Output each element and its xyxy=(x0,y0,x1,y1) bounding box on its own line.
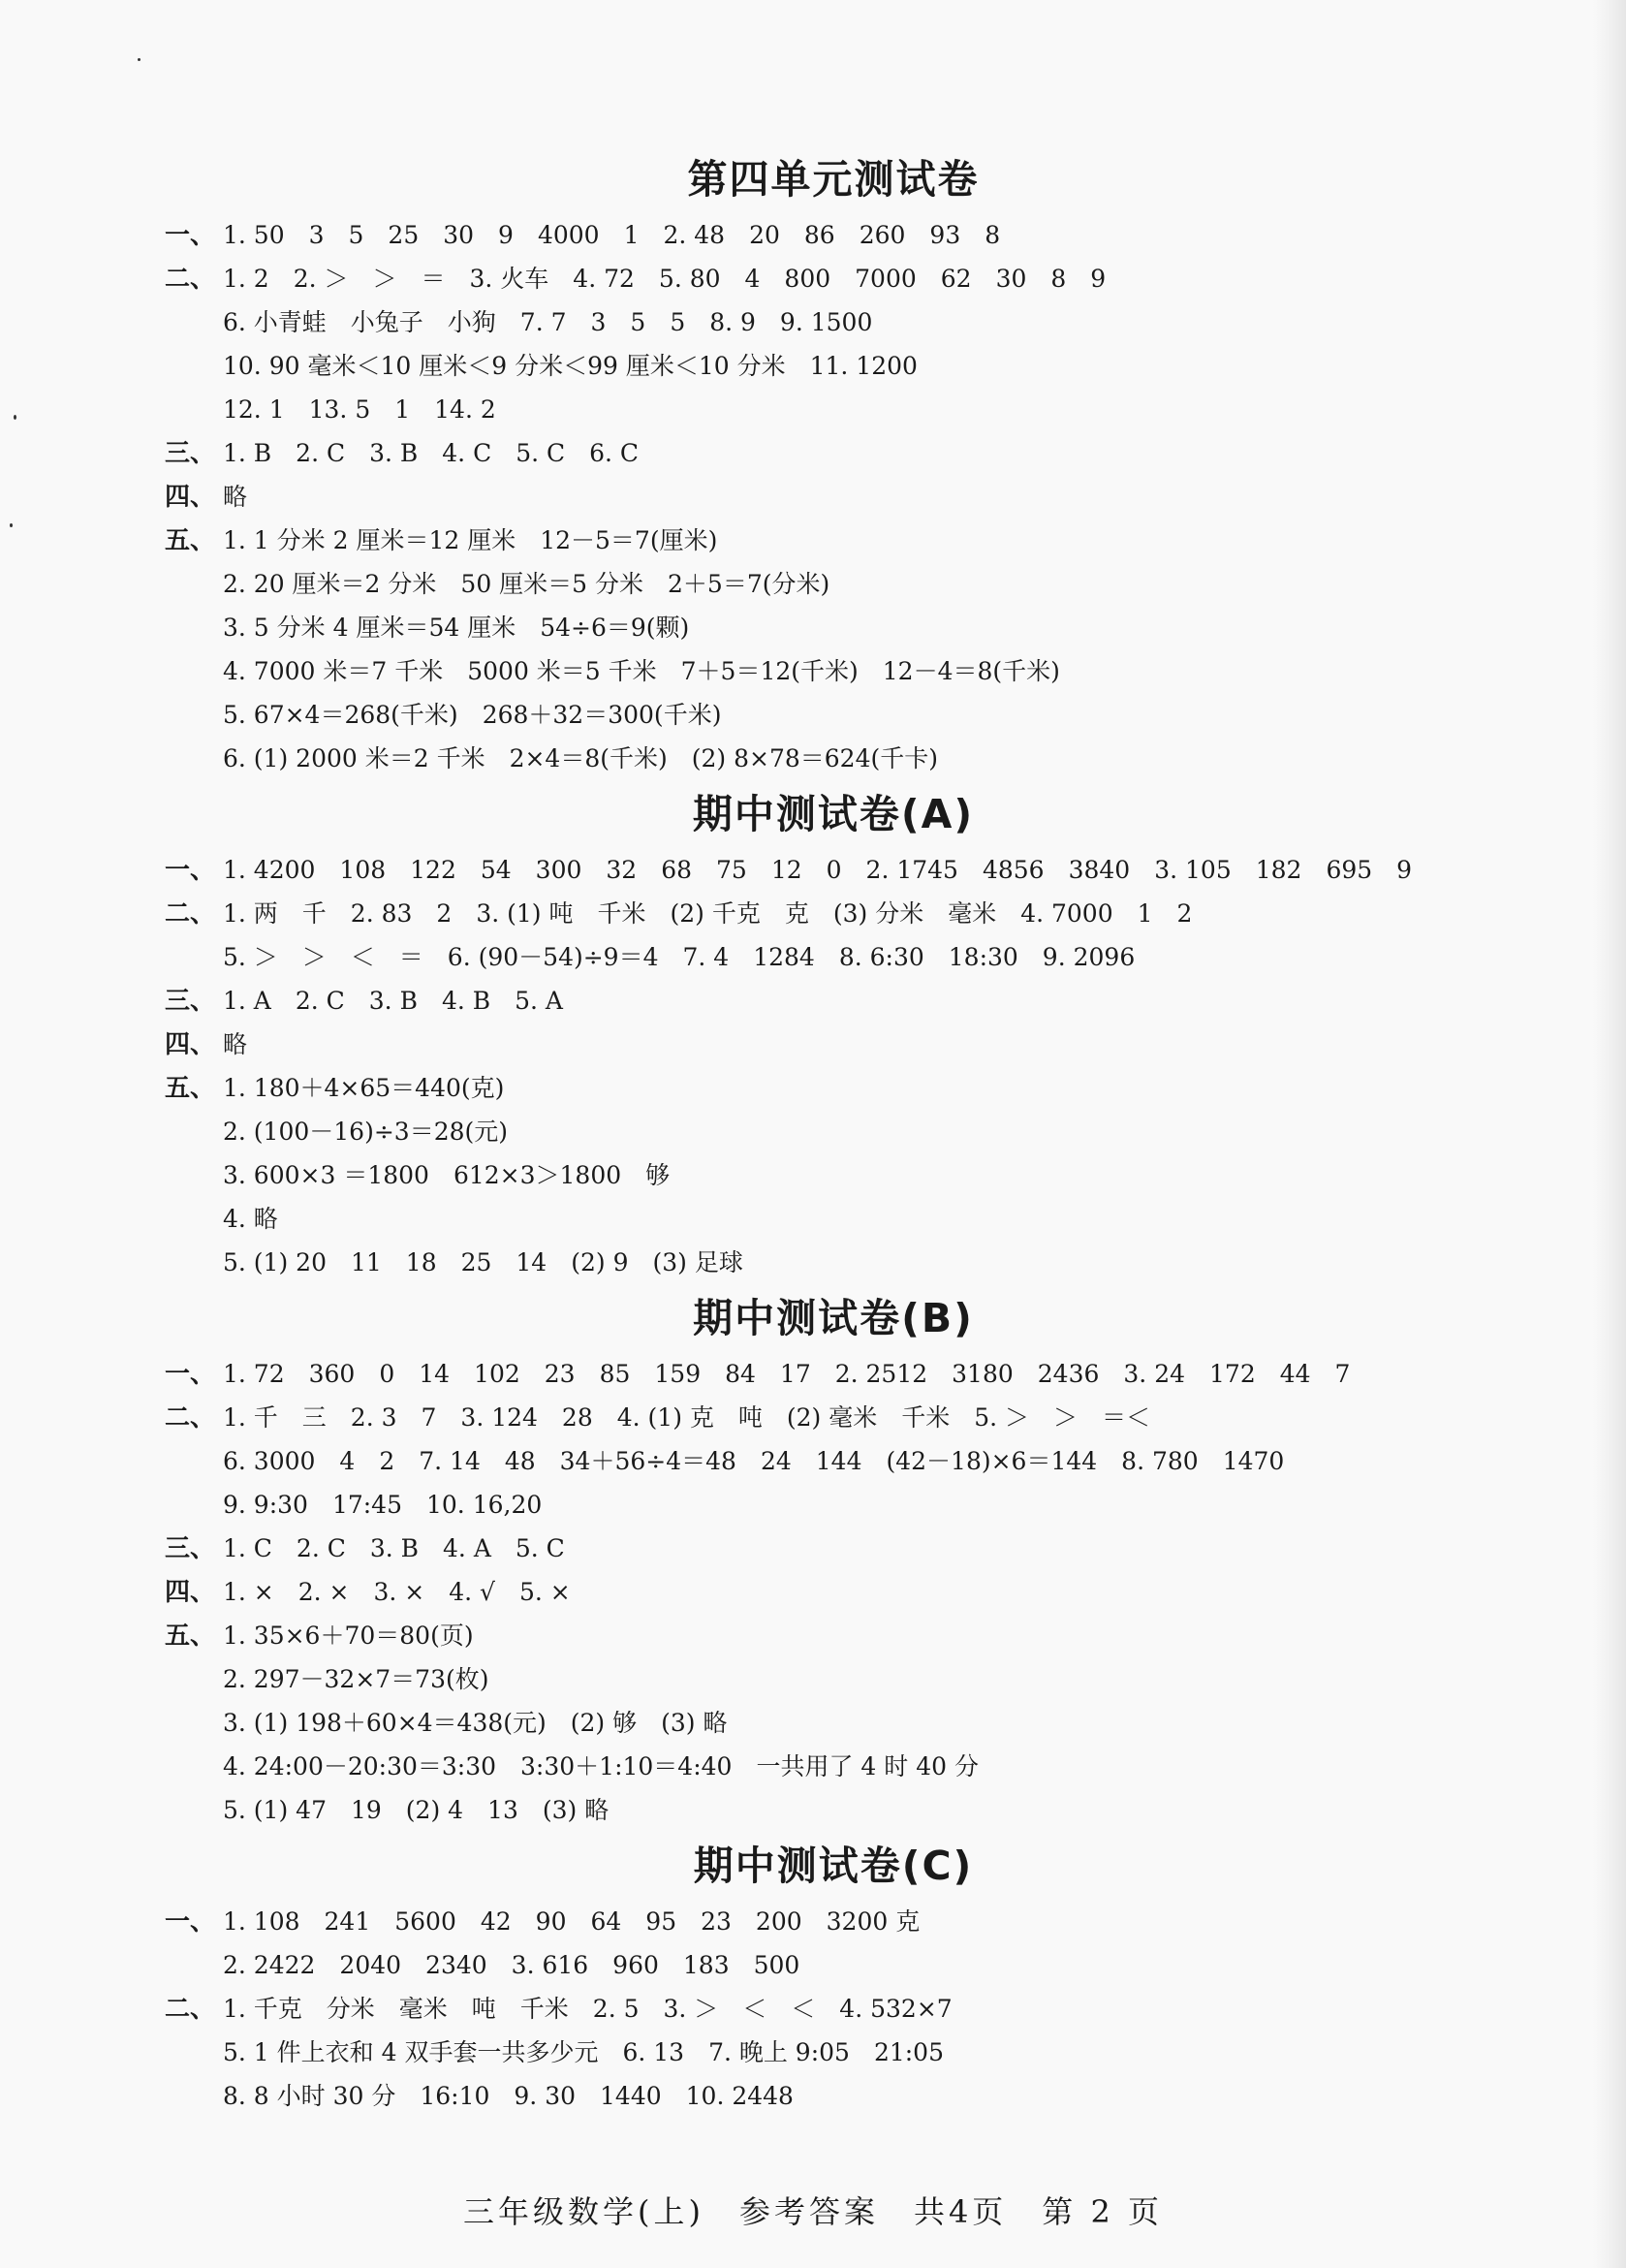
answer-text: 12. 1 13. 5 1 14. 2 xyxy=(223,395,496,424)
page-footer: 三年级数学(上) 参考答案 共4页 第 2 页 xyxy=(462,2193,1164,2230)
answer-line xyxy=(165,1570,1502,1614)
answer-line xyxy=(165,2031,1502,2074)
section-title: 期中测试卷(B) xyxy=(693,1295,974,1341)
question-group-label: 二、 xyxy=(165,1995,216,2024)
answer-line xyxy=(165,693,1502,737)
answer-line xyxy=(165,431,1502,475)
answer-text: 1. B 2. C 3. B 4. C 5. C 6. C xyxy=(223,439,640,467)
answer-text: 5. (1) 47 19 (2) 4 13 (3) 略 xyxy=(223,1796,610,1824)
answer-text: 10. 90 毫米＜10 厘米＜9 分米＜99 厘米＜10 分米 11. 1200 xyxy=(223,352,918,380)
answer-line xyxy=(165,1241,1502,1284)
question-group-label: 二、 xyxy=(165,265,216,294)
answer-content xyxy=(165,145,1502,2118)
answer-text: 5. 1 件上衣和 4 双手套一共多少元 6. 13 7. 晚上 9:05 21:05 xyxy=(223,2038,944,2066)
answer-line xyxy=(165,1197,1502,1241)
answer-text: 1. 72 360 0 14 102 23 85 159 84 17 2. 2512 3180 2436 3. 24 172 44 7 xyxy=(223,1360,1351,1388)
answer-text: 2. 20 厘米＝2 分米 50 厘米＝5 分米 2＋5＝7(分米) xyxy=(223,570,830,598)
answer-text: 3. 600×3 ＝1800 612×3＞1800 够 xyxy=(223,1161,671,1189)
answer-text: 2. (100－16)÷3＝28(元) xyxy=(223,1118,509,1146)
answer-text: 4. 7000 米＝7 千米 5000 米＝5 千米 7＋5＝12(千米) 12－4＝8(千米) xyxy=(223,657,1060,685)
answer-line xyxy=(165,1352,1502,1396)
answer-text: 3. (1) 198＋60×4＝438(元) (2) 够 (3) 略 xyxy=(223,1709,728,1737)
answer-text: 5. (1) 20 11 18 25 14 (2) 9 (3) 足球 xyxy=(223,1248,743,1276)
answer-line xyxy=(165,1066,1502,1110)
answer-text: 1. 108 241 5600 42 90 64 95 23 200 3200 克 xyxy=(223,1907,921,1936)
answer-text: 9. 9:30 17:45 10. 16,20 xyxy=(223,1491,543,1519)
answer-text: 6. (1) 2000 米＝2 千米 2×4＝8(千米) (2) 8×78＝624(千卡) xyxy=(223,744,939,772)
question-group-label: 五、 xyxy=(165,526,216,555)
answer-line xyxy=(165,649,1502,693)
answer-text: 8. 8 小时 30 分 16:10 9. 30 1440 10. 2448 xyxy=(223,2082,794,2110)
answer-line xyxy=(165,344,1502,388)
answer-line xyxy=(165,562,1502,606)
answer-text: 6. 3000 4 2 7. 14 48 34＋56÷4＝48 24 144 (42－18)×6＝144 8. 780 1470 xyxy=(223,1447,1285,1475)
section-title: 期中测试卷(C) xyxy=(693,1843,974,1889)
answer-line xyxy=(165,257,1502,300)
answer-text: 略 xyxy=(223,1030,248,1058)
answer-line xyxy=(165,1527,1502,1570)
question-group-label: 四、 xyxy=(165,1578,216,1607)
question-group-label: 一、 xyxy=(165,221,216,250)
answer-text: 5. ＞ ＞ ＜ ＝ 6. (90－54)÷9＝4 7. 4 1284 8. 6:30 18:30 9. 2096 xyxy=(223,943,1136,971)
answer-line xyxy=(165,1439,1502,1483)
question-group-label: 三、 xyxy=(165,987,216,1016)
answer-line xyxy=(165,1110,1502,1153)
answer-line xyxy=(165,979,1502,1023)
answer-line xyxy=(165,2074,1502,2118)
answer-line xyxy=(165,388,1502,431)
answer-text: 1. 4200 108 122 54 300 32 68 75 12 0 2. 1745 4856 3840 3. 105 182 695 9 xyxy=(223,856,1413,884)
answer-text: 1. A 2. C 3. B 4. B 5. A xyxy=(223,987,563,1015)
answer-line xyxy=(165,1657,1502,1701)
answer-text: 略 xyxy=(223,483,248,511)
answer-line xyxy=(165,1987,1502,2031)
answer-text: 1. 2 2. ＞ ＞ ＝ 3. 火车 4. 72 5. 80 4 800 7000 62 30 8 9 xyxy=(223,265,1107,293)
answer-line xyxy=(165,475,1502,519)
answer-text: 2. 2422 2040 2340 3. 616 960 183 500 xyxy=(223,1951,800,1979)
question-group-label: 五、 xyxy=(165,1074,216,1103)
scan-speck xyxy=(14,415,16,420)
answer-text: 1. 35×6＋70＝80(页) xyxy=(223,1622,474,1650)
answer-line xyxy=(165,1023,1502,1066)
answer-line xyxy=(165,213,1502,257)
question-group-label: 三、 xyxy=(165,1534,216,1563)
question-group-label: 四、 xyxy=(165,483,216,512)
question-group-label: 二、 xyxy=(165,899,216,929)
answer-line xyxy=(165,1153,1502,1197)
answer-text: 3. 5 分米 4 厘米＝54 厘米 54÷6＝9(颗) xyxy=(223,614,690,642)
question-group-label: 一、 xyxy=(165,856,216,885)
answer-line xyxy=(165,1745,1502,1788)
answer-text: 1. 180＋4×65＝440(克) xyxy=(223,1074,505,1102)
answer-line xyxy=(165,1943,1502,1987)
answer-text: 6. 小青蛙 小兔子 小狗 7. 7 3 5 5 8. 9 9. 1500 xyxy=(223,308,873,336)
answer-text: 2. 297－32×7＝73(枚) xyxy=(223,1665,489,1693)
answer-text: 1. 千 三 2. 3 7 3. 124 28 4. (1) 克 吨 (2) 毫米 千米 5. ＞ ＞ ＝＜ xyxy=(223,1403,1151,1432)
page-edge-shadow xyxy=(1593,0,1626,2268)
answer-text: 1. 千克 分米 毫米 吨 千米 2. 5 3. ＞ ＜ ＜ 4. 532×7 xyxy=(223,1995,953,2023)
answer-text: 5. 67×4＝268(千米) 268＋32＝300(千米) xyxy=(223,701,722,729)
answer-line xyxy=(165,1396,1502,1439)
question-group-label: 一、 xyxy=(165,1907,216,1937)
answer-line xyxy=(165,1900,1502,1943)
answer-text: 1. × 2. × 3. × 4. √ 5. × xyxy=(223,1578,571,1606)
answer-text: 4. 24:00－20:30＝3:30 3:30＋1:10＝4:40 一共用了 4 时 40 分 xyxy=(223,1752,979,1780)
answer-line xyxy=(165,935,1502,979)
answer-line xyxy=(165,892,1502,935)
scan-speck xyxy=(10,523,13,527)
question-group-label: 五、 xyxy=(165,1622,216,1651)
question-group-label: 一、 xyxy=(165,1360,216,1389)
question-group-label: 三、 xyxy=(165,439,216,468)
scan-speck xyxy=(138,58,141,61)
answer-line xyxy=(165,1483,1502,1527)
answer-line xyxy=(165,1614,1502,1657)
answer-text: 1. 1 分米 2 厘米＝12 厘米 12－5＝7(厘米) xyxy=(223,526,718,554)
answer-line xyxy=(165,300,1502,344)
answer-line xyxy=(165,1788,1502,1832)
answer-text: 1. 两 千 2. 83 2 3. (1) 吨 千米 (2) 千克 克 (3) 分米 毫米 4. 7000 1 2 xyxy=(223,899,1193,928)
section-title: 期中测试卷(A) xyxy=(692,791,975,837)
answer-line xyxy=(165,1701,1502,1745)
answer-text: 1. C 2. C 3. B 4. A 5. C xyxy=(223,1534,565,1562)
answer-line xyxy=(165,606,1502,649)
answer-line xyxy=(165,848,1502,892)
question-group-label: 四、 xyxy=(165,1030,216,1059)
answer-text: 4. 略 xyxy=(223,1205,278,1233)
answer-line xyxy=(165,519,1502,562)
answer-text: 1. 50 3 5 25 30 9 4000 1 2. 48 20 86 260 93 8 xyxy=(223,221,1001,249)
question-group-label: 二、 xyxy=(165,1403,216,1433)
section-title: 第四单元测试卷 xyxy=(687,156,980,203)
answer-line xyxy=(165,737,1502,780)
